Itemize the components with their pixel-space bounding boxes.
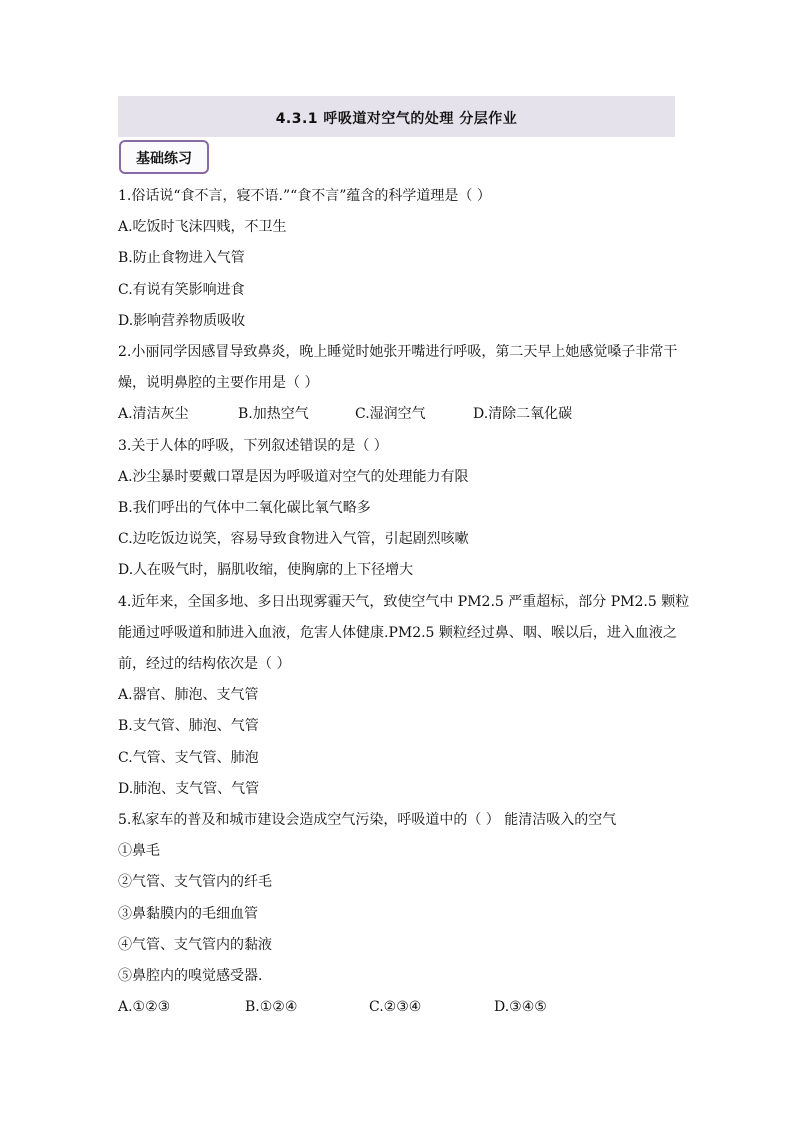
question-5-option-c: C.②③④ (369, 999, 422, 1015)
question-2-stem-line-1: 2.小丽同学因感冒导致鼻炎，晚上睡觉时她张开嘴进行呼吸，第二天早上她感觉嗓子非常干 (118, 344, 678, 360)
question-1-option-b: B.防止食物进入气管 (118, 250, 245, 266)
question-4-stem-line-1: 4.近年来，全国多地、多日出现雾霾天气，致使空气中 PM2.5 严重超标，部分 PM2.5 颗粒 (118, 594, 690, 610)
question-5-option-b: B.①②④ (245, 999, 298, 1015)
question-2-option-d: D.清除二氧化碳 (473, 406, 573, 422)
section-label: 基础练习 (136, 151, 192, 167)
question-5-option-d: D.③④⑤ (494, 999, 547, 1015)
question-2-option-a: A.清洁灰尘 (118, 406, 189, 422)
question-1-option-c: C.有说有笑影响进食 (118, 282, 245, 298)
question-5-option-a: A.①②③ (118, 999, 171, 1015)
question-4-option-b: B.支气管、肺泡、气管 (118, 718, 259, 734)
question-2-option-b: B.加热空气 (238, 406, 309, 422)
question-4-stem-line-3: 前，经过的结构依次是（ ） (118, 656, 291, 672)
question-3-option-c: C.边吃饭边说笑，容易导致食物进入气管，引起剧烈咳嗽 (118, 531, 469, 547)
question-3-option-b: B.我们呼出的气体中二氧化碳比氧气略多 (118, 500, 371, 516)
question-5-item-3: ③鼻黏膜内的毛细血管 (118, 906, 258, 922)
question-3-stem: 3.关于人体的呼吸，下列叙述错误的是（ ） (118, 438, 388, 454)
question-4-stem-line-2: 能通过呼吸道和肺进入血液，危害人体健康.PM2.5 颗粒经过鼻、咽、喉以后，进入血液之 (118, 625, 677, 641)
question-5-item-5: ⑤鼻腔内的嗅觉感受器. (118, 968, 263, 984)
question-2-option-c: C.湿润空气 (355, 406, 426, 422)
question-5-stem: 5.私家车的普及和城市建设会造成空气污染，呼吸道中的（ ） 能清洁吸入的空气 (118, 812, 617, 828)
question-1-option-d: D.影响营养物质吸收 (118, 313, 246, 329)
question-3-option-d: D.人在吸气时，膈肌收缩，使胸廓的上下径增大 (118, 562, 414, 578)
question-4-option-d: D.肺泡、支气管、气管 (118, 781, 260, 797)
question-3-option-a: A.沙尘暴时要戴口罩是因为呼吸道对空气的处理能力有限 (118, 469, 469, 485)
question-5-item-4: ④气管、支气管内的黏液 (118, 937, 272, 953)
question-4-option-a: A.器官、肺泡、支气管 (118, 687, 259, 703)
question-5-item-2: ②气管、支气管内的纤毛 (118, 874, 272, 890)
question-5-item-1: ①鼻毛 (118, 843, 160, 859)
question-4-option-c: C.气管、支气管、肺泡 (118, 750, 259, 766)
question-2-stem-line-2: 燥，说明鼻腔的主要作用是（ ） (118, 375, 319, 391)
question-1-stem: 1.俗话说“食不言，寝不语.”“食不言”蕴含的科学道理是（ ） (118, 188, 491, 204)
page-title: 4.3.1 呼吸道对空气的处理 分层作业 (275, 111, 518, 127)
question-1-option-a: A.吃饭时飞沫四贱，不卫生 (118, 219, 287, 235)
